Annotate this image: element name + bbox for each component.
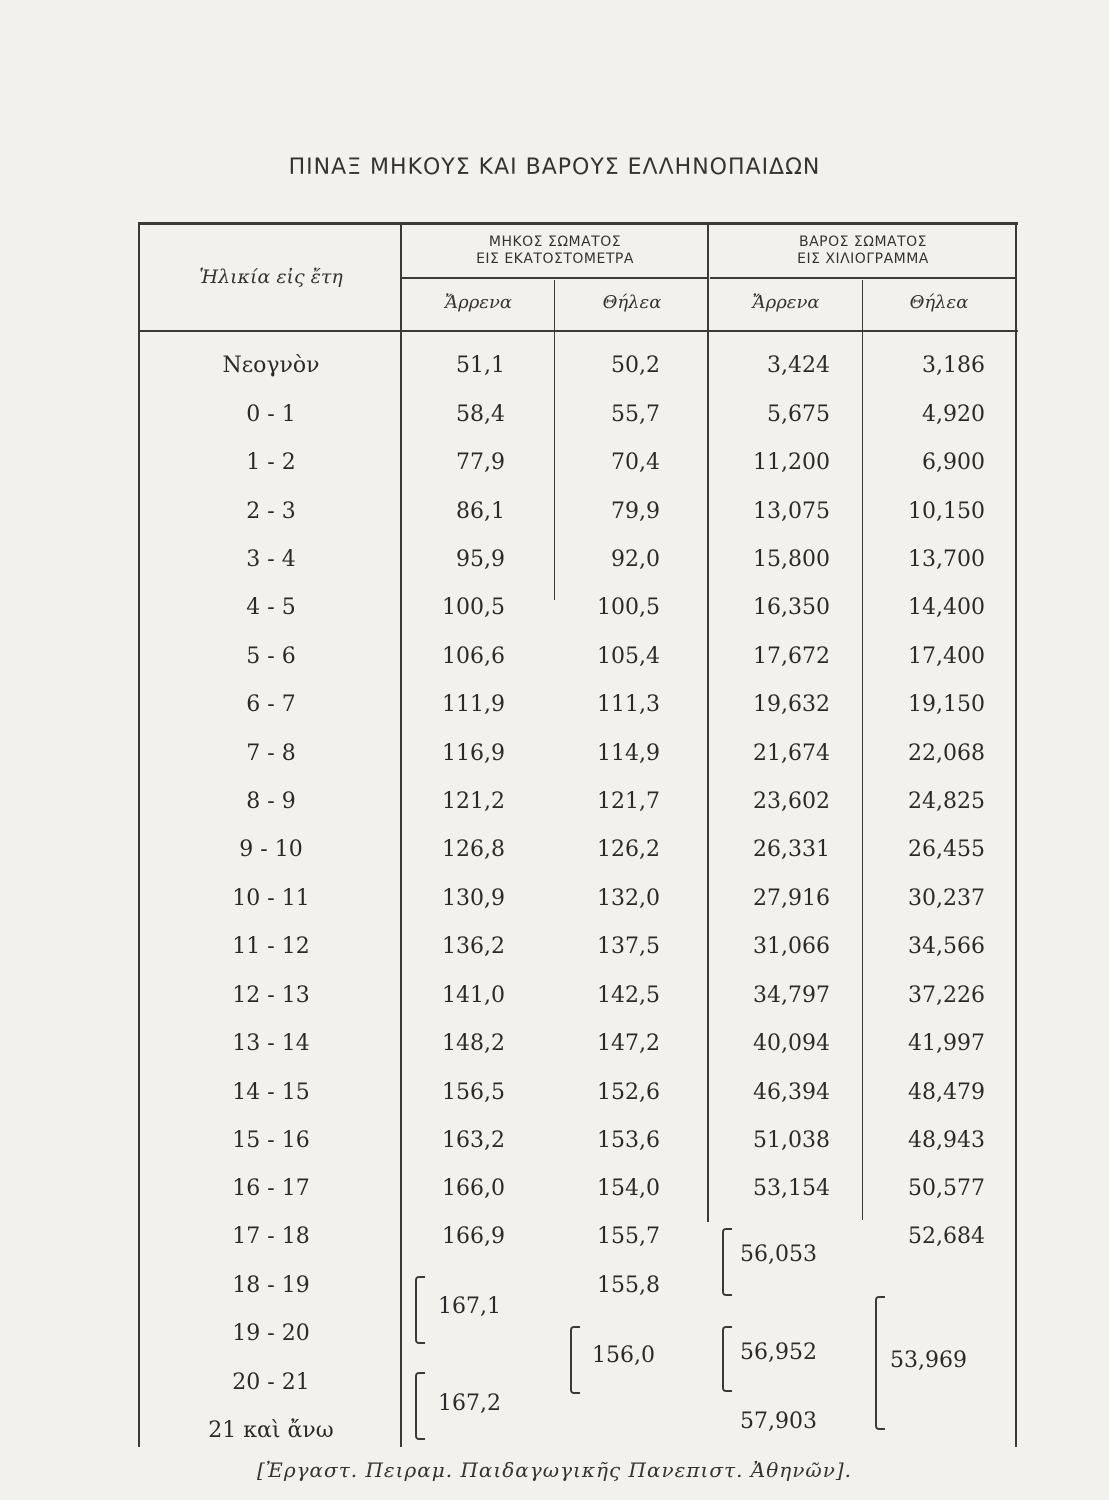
weight-male-17-19: 56,053: [740, 1242, 817, 1267]
weight-female-cell: 34,566: [908, 934, 985, 959]
header-group-divider-length: [402, 277, 708, 279]
age-cell: 14 - 15: [232, 1080, 310, 1105]
length-female-cell: 100,5: [597, 595, 660, 620]
table-row: [0, 1217, 1109, 1257]
weight-male-cell: 31,066: [753, 934, 830, 959]
age-cell: 4 - 5: [246, 595, 296, 620]
length-female-cell: 114,9: [597, 741, 660, 766]
length-female-cell: 152,6: [597, 1080, 660, 1105]
age-cell: 1 - 2: [246, 450, 296, 475]
weight-female-cell: 48,943: [908, 1128, 985, 1153]
length-female-cell: 126,2: [597, 837, 660, 862]
age-cell: 15 - 16: [232, 1128, 310, 1153]
table-top-border: [138, 222, 1018, 225]
weight-female-cell: 13,700: [908, 547, 985, 572]
length-male-cell: 163,2: [442, 1128, 505, 1153]
weight-female-cell: 50,577: [908, 1176, 985, 1201]
table-row: [0, 395, 1109, 435]
header-weight-group: [710, 234, 1016, 268]
age-cell: 9 - 10: [239, 837, 303, 862]
length-male-20-up: 167,2: [438, 1391, 501, 1416]
weight-male-cell: 21,674: [753, 741, 830, 766]
weight-male-cell: 26,331: [753, 837, 830, 862]
length-female-cell: 70,4: [611, 450, 660, 475]
age-cell: 13 - 14: [232, 1031, 310, 1056]
length-female-cell: 111,3: [597, 692, 660, 717]
header-weight-male: Ἄρρενα: [752, 292, 820, 313]
length-female-cell: 155,7: [597, 1224, 660, 1249]
weight-male-cell: 16,350: [753, 595, 830, 620]
length-female-cell: 55,7: [611, 402, 660, 427]
age-cell: 20 - 21: [232, 1370, 310, 1395]
age-cell: 21 καὶ ἄνω: [208, 1418, 334, 1443]
length-male-cell: 126,8: [442, 837, 505, 862]
length-male-cell: 58,4: [456, 402, 505, 427]
header-length-male: Ἄρρενα: [444, 292, 513, 313]
weight-male-cell: 46,394: [753, 1080, 830, 1105]
table-row: [0, 685, 1109, 725]
header-weight-female: Θήλεα: [909, 292, 969, 313]
table-row: [0, 1073, 1109, 1113]
length-female-cell: 79,9: [611, 499, 660, 524]
table-row: [0, 540, 1109, 580]
length-female-19-up: 156,0: [592, 1343, 655, 1368]
header-length-line2: ΕΙΣ ΕΚΑΤΟΣΤΟΜΕΤΡΑ: [476, 251, 634, 267]
brace-weight-female-18-up: [875, 1296, 885, 1430]
weight-female-cell: 37,226: [908, 983, 985, 1008]
age-cell: Νεογνὸν: [222, 353, 320, 378]
weight-male-cell: 13,075: [753, 499, 830, 524]
brace-length-female-19-up: [570, 1326, 580, 1394]
weight-male-cell: 15,800: [753, 547, 830, 572]
weight-male-cell: 53,154: [753, 1176, 830, 1201]
age-cell: 16 - 17: [232, 1176, 310, 1201]
weight-female-cell: 30,237: [908, 886, 985, 911]
age-cell: 17 - 18: [232, 1224, 310, 1249]
table-row: [0, 1169, 1109, 1209]
age-cell: 19 - 20: [232, 1321, 310, 1346]
table-row: [0, 637, 1109, 677]
length-female-cell: 137,5: [597, 934, 660, 959]
table-row: [0, 1266, 1109, 1306]
weight-male-cell: 5,675: [767, 402, 830, 427]
brace-weight-male-19-21: [722, 1326, 732, 1392]
weight-male-cell: 11,200: [753, 450, 830, 475]
age-cell: 2 - 3: [246, 499, 296, 524]
length-male-cell: 111,9: [442, 692, 505, 717]
weight-female-cell: 6,900: [922, 450, 985, 475]
length-female-cell: 121,7: [597, 789, 660, 814]
length-male-cell: 141,0: [442, 983, 505, 1008]
header-age: Ἡλικία εἰς ἔτη: [199, 266, 343, 288]
weight-male-cell: 27,916: [753, 886, 830, 911]
weight-female-cell: 48,479: [908, 1080, 985, 1105]
length-female-cell: 147,2: [597, 1031, 660, 1056]
weight-female-cell: 24,825: [908, 789, 985, 814]
weight-female-cell: 26,455: [908, 837, 985, 862]
length-male-cell: 86,1: [456, 499, 505, 524]
length-male-cell: 106,6: [442, 644, 505, 669]
age-cell: 11 - 12: [232, 934, 310, 959]
weight-male-cell: 3,424: [767, 353, 830, 378]
table-row: [0, 443, 1109, 483]
age-cell: 6 - 7: [246, 692, 296, 717]
length-male-cell: 100,5: [442, 595, 505, 620]
weight-female-cell: 22,068: [908, 741, 985, 766]
table-row: [0, 782, 1109, 822]
table-row: [0, 830, 1109, 870]
weight-male-19-21: 56,952: [740, 1340, 817, 1365]
length-female-cell: 142,5: [597, 983, 660, 1008]
table-row: [0, 492, 1109, 532]
weight-female-cell: 52,684: [908, 1224, 985, 1249]
age-cell: 3 - 4: [246, 547, 296, 572]
length-male-cell: 51,1: [456, 353, 505, 378]
header-group-divider-weight: [710, 277, 1016, 279]
source-footer: [Ἐργαστ. Πειραμ. Παιδαγωγικῆς Πανεπιστ. Ἀθηνῶν].: [256, 1458, 853, 1482]
weight-female-cell: 3,186: [922, 353, 985, 378]
brace-weight-male-17-19: [722, 1228, 732, 1296]
length-female-cell: 50,2: [611, 353, 660, 378]
header-length-group: [402, 234, 708, 268]
length-male-18-20: 167,1: [438, 1294, 501, 1319]
age-cell: 8 - 9: [246, 789, 296, 814]
table-row: [0, 346, 1109, 386]
age-cell: 7 - 8: [246, 741, 296, 766]
length-female-cell: 105,4: [597, 644, 660, 669]
length-male-cell: 130,9: [442, 886, 505, 911]
table-row: [0, 1121, 1109, 1161]
length-female-cell: 132,0: [597, 886, 660, 911]
age-cell: 10 - 11: [232, 886, 310, 911]
length-male-cell: 148,2: [442, 1031, 505, 1056]
weight-female-18-up: 53,969: [890, 1348, 967, 1373]
table-row: [0, 879, 1109, 919]
weight-male-cell: 40,094: [753, 1031, 830, 1056]
table-row: [0, 734, 1109, 774]
length-female-cell: 154,0: [597, 1176, 660, 1201]
length-male-cell: 166,0: [442, 1176, 505, 1201]
weight-male-cell: 19,632: [753, 692, 830, 717]
header-bottom-border: [138, 330, 1018, 332]
length-male-cell: 121,2: [442, 789, 505, 814]
age-cell: 12 - 13: [232, 983, 310, 1008]
weight-male-21-up: 57,903: [740, 1409, 817, 1434]
brace-length-male-20-up: [415, 1372, 425, 1440]
header-length-line1: ΜΗΚΟΣ ΣΩΜΑΤΟΣ: [488, 234, 622, 250]
header-weight-line1: ΒΑΡΟΣ ΣΩΜΑΤΟΣ: [798, 234, 928, 250]
table-row: [0, 976, 1109, 1016]
length-female-cell: 153,6: [597, 1128, 660, 1153]
length-male-cell: 166,9: [442, 1224, 505, 1249]
table-row: [0, 1411, 1109, 1451]
weight-male-cell: 17,672: [753, 644, 830, 669]
weight-female-cell: 4,920: [922, 402, 985, 427]
weight-male-cell: 23,602: [753, 789, 830, 814]
length-female-cell: 155,8: [597, 1273, 660, 1298]
table-title: ΠΙΝΑΞ ΜΗΚΟΥΣ ΚΑΙ ΒΑΡΟΥΣ ΕΛΛΗΝΟΠΑΙΔΩΝ: [288, 155, 821, 180]
length-female-cell: 92,0: [611, 547, 660, 572]
weight-female-cell: 10,150: [908, 499, 985, 524]
length-male-cell: 156,5: [442, 1080, 505, 1105]
length-male-cell: 136,2: [442, 934, 505, 959]
age-cell: 0 - 1: [246, 402, 296, 427]
table-row: [0, 1024, 1109, 1064]
weight-male-cell: 51,038: [753, 1128, 830, 1153]
weight-male-cell: 34,797: [753, 983, 830, 1008]
length-male-cell: 77,9: [456, 450, 505, 475]
age-cell: 18 - 19: [232, 1273, 310, 1298]
table-row: [0, 927, 1109, 967]
age-cell: 5 - 6: [246, 644, 296, 669]
header-length-female: Θήλεα: [602, 292, 662, 313]
length-male-cell: 95,9: [456, 547, 505, 572]
table-row: [0, 588, 1109, 628]
length-male-cell: 116,9: [442, 741, 505, 766]
weight-female-cell: 41,997: [908, 1031, 985, 1056]
weight-female-cell: 14,400: [908, 595, 985, 620]
brace-length-male-18-20: [415, 1276, 425, 1344]
weight-female-cell: 17,400: [908, 644, 985, 669]
weight-female-cell: 19,150: [908, 692, 985, 717]
header-weight-line2: ΕΙΣ ΧΙΛΙΟΓΡΑΜΜΑ: [797, 251, 929, 267]
